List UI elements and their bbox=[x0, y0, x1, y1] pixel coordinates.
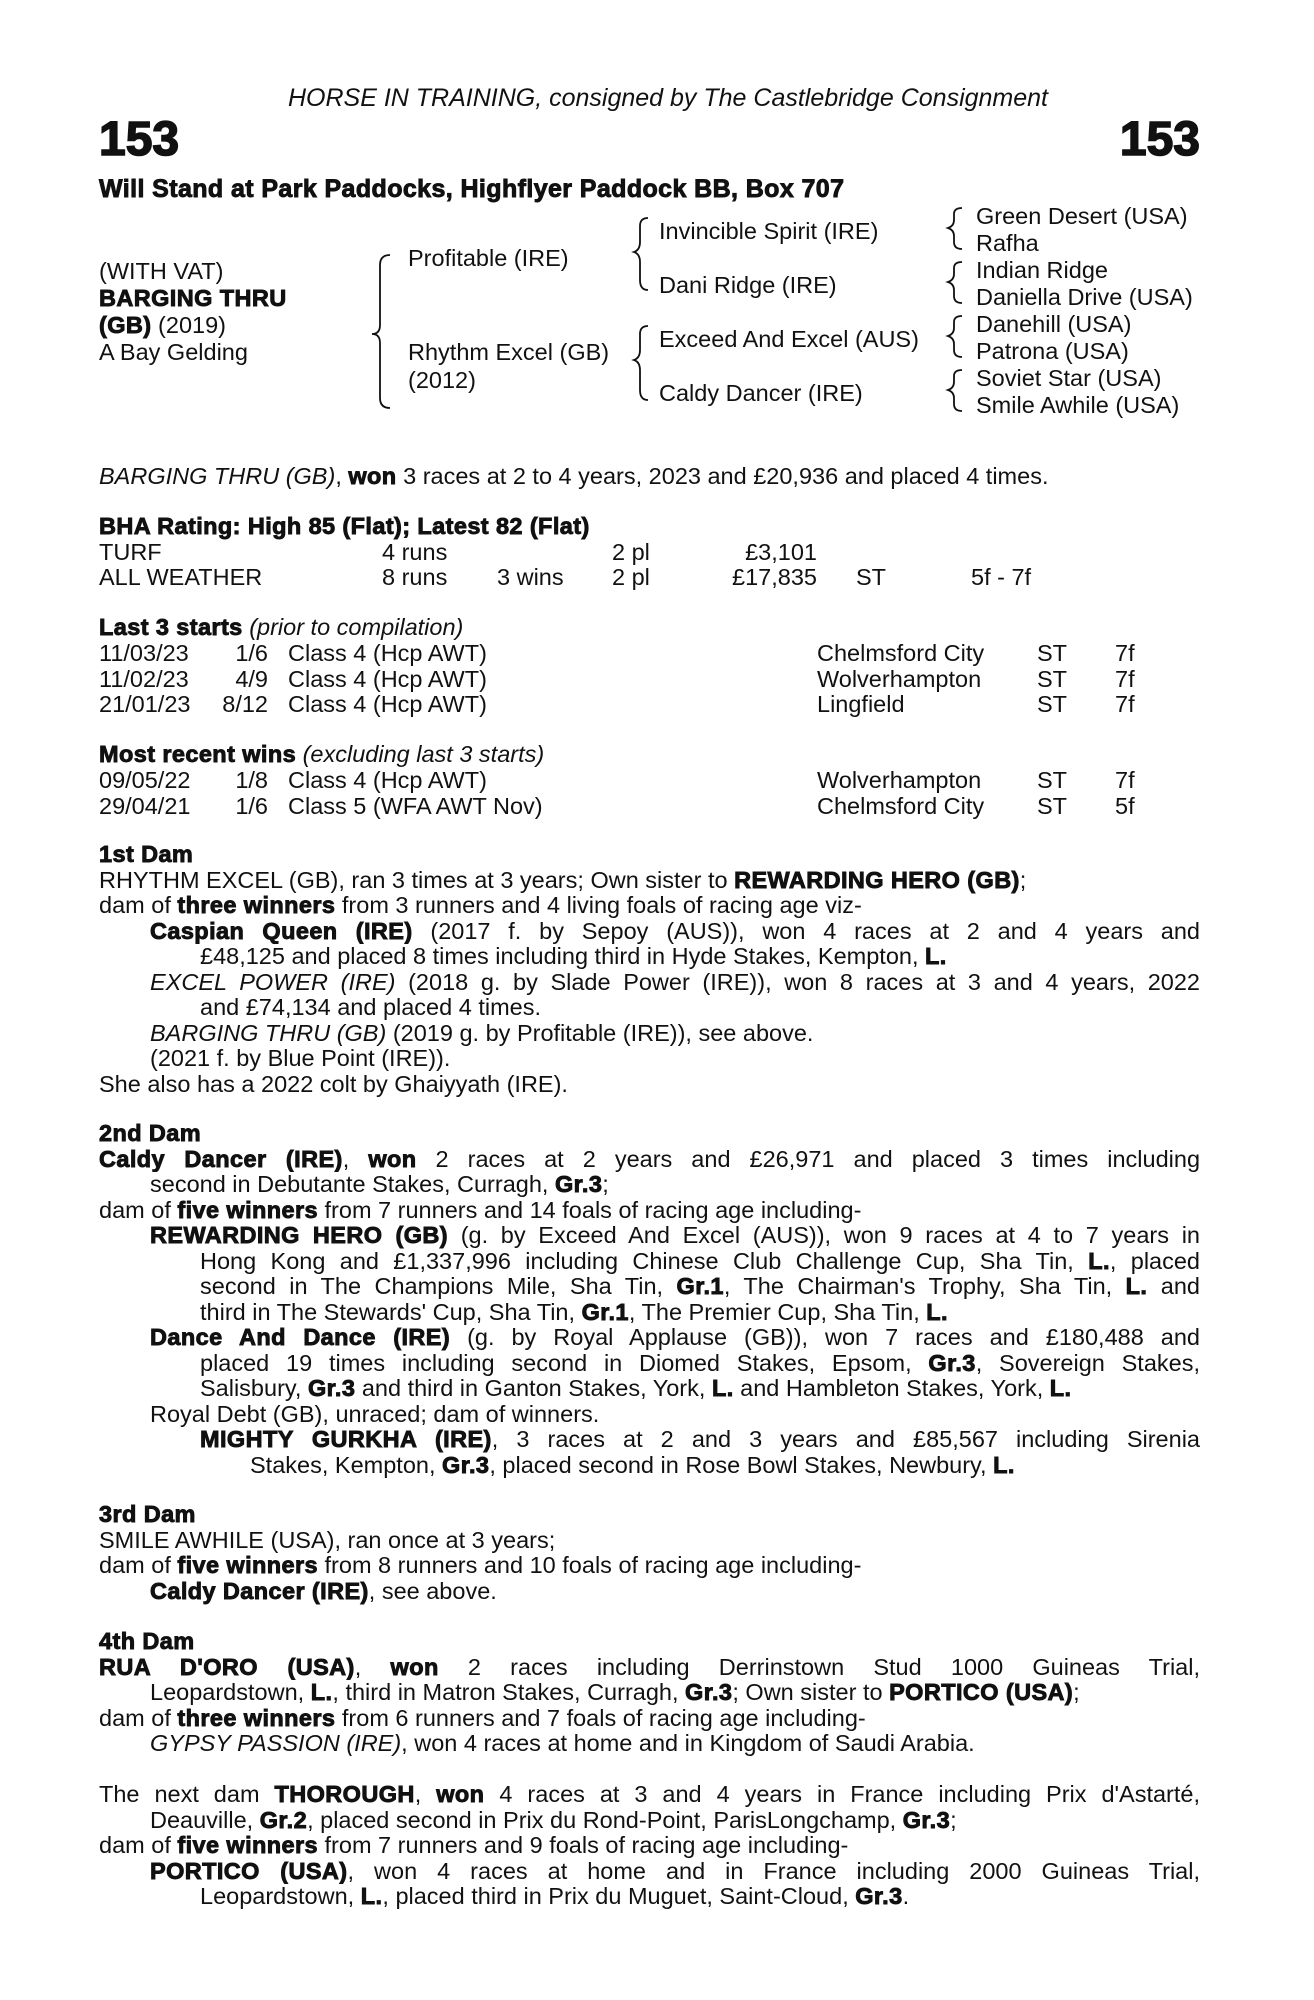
text: and third in Ganton Stakes, York, bbox=[355, 1375, 712, 1401]
recent-wins-title: Most recent wins bbox=[99, 741, 297, 767]
win-row bbox=[99, 793, 1200, 819]
pedigree-dam-sire: Exceed And Excel (AUS) bbox=[659, 326, 919, 352]
pedigree-dam-dam: Caldy Dancer (IRE) bbox=[659, 380, 863, 406]
text: . bbox=[902, 1883, 910, 1909]
text: dam of bbox=[99, 892, 178, 918]
win-course: Wolverhampton bbox=[817, 767, 982, 793]
text: Leopardstown, bbox=[200, 1883, 361, 1909]
start-distance: 7f bbox=[1115, 640, 1135, 666]
group-grade: Gr.3 bbox=[928, 1350, 976, 1376]
text: , placed third in Prix du Muguet, Saint-Cloud, bbox=[382, 1883, 856, 1909]
text: , placed second in Rose Bowl Stakes, Newbury, bbox=[489, 1451, 994, 1478]
produce-line bbox=[99, 1453, 1200, 1479]
text: , 3 races at 2 and 3 years and £85,567 including Sirenia bbox=[491, 1427, 1200, 1452]
second-dam-section bbox=[99, 1121, 1200, 1478]
group-grade: Gr.3 bbox=[554, 1171, 603, 1197]
text: dam of bbox=[99, 1832, 178, 1858]
pedigree-gen4-6: Patrona (USA) bbox=[976, 338, 1129, 364]
start-date: 21/01/23 bbox=[99, 691, 191, 717]
lot-number-left: 153 bbox=[99, 113, 180, 166]
text: , bbox=[354, 1654, 391, 1680]
text: , bbox=[342, 1146, 369, 1172]
text: (g. by Exceed And Excel (AUS)), won 9 races at 4 to 7 years in bbox=[448, 1223, 1200, 1248]
text: from 3 runners and 4 living foals of racing age viz- bbox=[335, 892, 862, 918]
text: dam of bbox=[99, 1704, 178, 1731]
pedigree-gen4-8: Smile Awhile (USA) bbox=[976, 392, 1180, 418]
dam-line bbox=[99, 1808, 1200, 1834]
dam-line: She also has a 2022 colt by Ghaiyyath (IRE). bbox=[99, 1070, 568, 1097]
pedigree-dam-year: (2012) bbox=[408, 367, 476, 393]
produce-line bbox=[99, 1351, 1200, 1377]
pedigree-gen4-1: Green Desert (USA) bbox=[976, 203, 1188, 229]
group-grade: Gr.3 bbox=[442, 1451, 490, 1478]
dam-line bbox=[99, 1706, 1200, 1732]
text: ; bbox=[1073, 1679, 1080, 1705]
text: The next dam bbox=[99, 1782, 275, 1807]
win-date: 29/04/21 bbox=[99, 793, 191, 819]
first-dam-section bbox=[99, 842, 1200, 1097]
produce-line bbox=[99, 1731, 1200, 1757]
text: , see above. bbox=[368, 1577, 497, 1604]
record-prize: £17,835 bbox=[732, 564, 817, 590]
text: dam of bbox=[99, 1552, 178, 1578]
start-date: 11/03/23 bbox=[99, 640, 189, 666]
start-position: 1/6 bbox=[235, 640, 268, 666]
text: 2 races at 2 years and £26,971 and placed 3 times including bbox=[416, 1146, 1200, 1172]
listed-grade: L. bbox=[310, 1679, 333, 1705]
dam-line bbox=[99, 1782, 1200, 1808]
won-bold: won bbox=[390, 1654, 439, 1680]
horse-name-bold: PORTICO (USA) bbox=[150, 1858, 348, 1884]
text: , won 4 races at home and in France including 2000 Guineas Trial, bbox=[347, 1858, 1200, 1884]
horse-name-bold: REWARDING HERO (GB) bbox=[734, 866, 1020, 893]
produce-line bbox=[99, 1884, 1200, 1910]
text: (2017 f. by Sepoy (AUS)), won 4 races at 2 and 4 years and bbox=[412, 918, 1200, 944]
dam-line bbox=[99, 1553, 1200, 1579]
produce-line bbox=[99, 970, 1200, 996]
record-surface: ALL WEATHER bbox=[99, 564, 263, 590]
record-prize: £3,101 bbox=[745, 539, 817, 565]
vat-status: (WITH VAT) bbox=[99, 258, 224, 284]
listed-grade: L. bbox=[1125, 1274, 1148, 1299]
win-going: ST bbox=[1037, 793, 1068, 819]
start-race: Class 4 (Hcp AWT) bbox=[288, 691, 487, 717]
winners-count: five winners bbox=[177, 1196, 318, 1223]
horse-name-bold: THOROUGH bbox=[274, 1782, 415, 1807]
win-position: 1/6 bbox=[235, 793, 268, 819]
dam-line bbox=[99, 1833, 1200, 1859]
text: , The Chairman's Trophy, Sha Tin, bbox=[723, 1274, 1126, 1299]
text: and bbox=[1147, 1274, 1200, 1299]
horse-year: (2019) bbox=[158, 312, 226, 338]
start-going: ST bbox=[1037, 691, 1068, 717]
produce-line bbox=[99, 1249, 1200, 1275]
start-distance: 7f bbox=[1115, 666, 1135, 692]
text: RHYTHM EXCEL (GB), ran 3 times at 3 years; Own sister to bbox=[99, 866, 735, 893]
listed-grade: L. bbox=[360, 1883, 383, 1909]
bha-rating: BHA Rating: High 85 (Flat); Latest 82 (Flat) bbox=[99, 513, 590, 539]
record-runs: 4 runs bbox=[382, 539, 448, 565]
text: 4 races at 3 and 4 years in France including Prix d'Astarté, bbox=[484, 1782, 1200, 1807]
start-date: 11/02/23 bbox=[99, 666, 189, 692]
produce-line bbox=[99, 1579, 1200, 1605]
produce-line bbox=[99, 944, 1200, 970]
win-course: Chelmsford City bbox=[817, 793, 985, 819]
record-placed: 2 pl bbox=[612, 564, 650, 590]
text: ; bbox=[1019, 866, 1027, 893]
horse-name-bold: RUA D'ORO (USA) bbox=[99, 1654, 355, 1680]
dam-line bbox=[99, 1680, 1200, 1706]
dam-line bbox=[99, 868, 1200, 894]
start-course: Wolverhampton bbox=[817, 666, 982, 692]
text: (2018 g. by Slade Power (IRE)), won 8 races at 3 and 4 years, 2022 bbox=[395, 969, 1200, 995]
listed-grade: L. bbox=[993, 1451, 1015, 1478]
text: , placed bbox=[1109, 1248, 1200, 1274]
dam-line bbox=[99, 1147, 1200, 1173]
text: Stakes, Kempton, bbox=[250, 1451, 443, 1478]
text: Deauville, bbox=[150, 1806, 260, 1833]
text: , placed second in Prix du Rond-Point, ParisLongchamp, bbox=[307, 1806, 903, 1833]
listed-grade: L. bbox=[1049, 1375, 1072, 1401]
recent-wins-heading bbox=[99, 741, 544, 768]
brace-gen3-1 bbox=[948, 208, 962, 249]
listed-grade: L. bbox=[925, 943, 947, 969]
brace-gen3-2 bbox=[948, 262, 962, 303]
text: Leopardstown, bbox=[150, 1679, 311, 1705]
text: , won 4 races at home and in Kingdom of Saudi Arabia. bbox=[401, 1730, 975, 1756]
start-race: Class 4 (Hcp AWT) bbox=[288, 640, 487, 666]
start-going: ST bbox=[1037, 666, 1068, 692]
text: third in The Stewards' Cup, Sha Tin, bbox=[200, 1298, 582, 1325]
text: , Sovereign Stakes, bbox=[975, 1350, 1200, 1376]
won-bold: won bbox=[436, 1782, 485, 1807]
winners-count: five winners bbox=[177, 1832, 318, 1858]
horse-name: BARGING THRU bbox=[99, 285, 287, 311]
text: , third in Matron Stakes, Curragh, bbox=[332, 1679, 686, 1705]
start-row bbox=[99, 691, 1200, 717]
listed-grade: L. bbox=[711, 1375, 734, 1401]
text: from 6 runners and 7 foals of racing age including- bbox=[335, 1704, 866, 1731]
produce-line bbox=[99, 1223, 1200, 1249]
stand-location: Will Stand at Park Paddocks, Highflyer Paddock BB, Box 707 bbox=[99, 175, 845, 203]
summary-won: won bbox=[348, 463, 397, 489]
horse-name-bold: MIGHTY GURKHA (IRE) bbox=[200, 1427, 492, 1452]
dam-line bbox=[99, 1198, 1200, 1224]
horse-name-italic: GYPSY PASSION (IRE) bbox=[150, 1730, 402, 1756]
text: placed 19 times including second in Diomed Stakes, Epsom, bbox=[200, 1350, 929, 1376]
dam-line bbox=[99, 1172, 1200, 1198]
pedigree-sire-dam: Dani Ridge (IRE) bbox=[659, 272, 837, 298]
horse-name-bold: Caldy Dancer (IRE) bbox=[99, 1146, 343, 1172]
win-going: ST bbox=[1037, 767, 1068, 793]
record-wins: 3 wins bbox=[497, 564, 564, 590]
text: second in The Champions Mile, Sha Tin, bbox=[200, 1274, 677, 1299]
text: , The Premier Cup, Sha Tin, bbox=[628, 1298, 927, 1325]
win-race: Class 5 (WFA AWT Nov) bbox=[288, 793, 543, 819]
third-dam-section bbox=[99, 1502, 1200, 1604]
start-position: 4/9 bbox=[235, 666, 268, 692]
win-race: Class 4 (Hcp AWT) bbox=[288, 767, 487, 793]
text: second in Debutante Stakes, Curragh, bbox=[150, 1171, 555, 1197]
brace-gen1 bbox=[372, 255, 390, 408]
text: from 7 runners and 9 foals of racing age including- bbox=[318, 1832, 849, 1858]
text: , bbox=[414, 1782, 437, 1807]
horse-name-bold: PORTICO (USA) bbox=[889, 1679, 1074, 1705]
start-course: Lingfield bbox=[817, 691, 905, 717]
group-grade: Gr.3 bbox=[685, 1679, 733, 1705]
produce-line: (2021 f. by Blue Point (IRE)). bbox=[150, 1045, 451, 1071]
horse-description: A Bay Gelding bbox=[99, 339, 248, 365]
text: from 8 runners and 10 foals of racing age including- bbox=[318, 1552, 862, 1578]
dam-line bbox=[99, 1655, 1200, 1681]
group-grade: Gr.3 bbox=[855, 1883, 903, 1909]
group-grade: Gr.2 bbox=[259, 1806, 308, 1833]
group-grade: Gr.1 bbox=[676, 1274, 724, 1299]
start-row bbox=[99, 666, 1200, 692]
record-surface: TURF bbox=[99, 539, 162, 565]
produce-line bbox=[99, 1300, 1200, 1326]
brace-sire bbox=[634, 218, 648, 290]
summary-horse-name: BARGING THRU (GB) bbox=[99, 463, 336, 489]
record-row-all-weather bbox=[99, 564, 1200, 590]
last-starts-note: (prior to compilation) bbox=[249, 614, 464, 640]
group-grade: Gr.3 bbox=[307, 1375, 356, 1401]
produce-line bbox=[99, 1859, 1200, 1885]
winners-count: three winners bbox=[177, 892, 336, 918]
produce-line: Royal Debt (GB), unraced; dam of winners. bbox=[150, 1400, 600, 1427]
start-going: ST bbox=[1037, 640, 1068, 666]
pedigree-gen4-5: Danehill (USA) bbox=[976, 311, 1132, 337]
text: 2 races including Derrinstown Stud 1000 Guineas Trial, bbox=[438, 1654, 1200, 1680]
text: Salisbury, bbox=[200, 1375, 308, 1401]
text: from 7 runners and 14 foals of racing age including- bbox=[318, 1196, 862, 1223]
start-distance: 7f bbox=[1115, 691, 1135, 717]
win-distance: 7f bbox=[1115, 767, 1135, 793]
horse-country: (GB) bbox=[99, 312, 152, 338]
horse-name-bold: Caspian Queen (IRE) bbox=[150, 918, 413, 944]
summary-text: 3 races at 2 to 4 years, 2023 and £20,936 and placed 4 times. bbox=[396, 463, 1049, 489]
record-row-turf bbox=[99, 539, 1200, 565]
start-row bbox=[99, 640, 1200, 666]
winners-count: five winners bbox=[177, 1552, 318, 1578]
produce-line bbox=[99, 1274, 1200, 1300]
pedigree-dam: Rhythm Excel (GB) bbox=[408, 339, 610, 365]
next-dam-section bbox=[99, 1782, 1200, 1910]
section-title: 3rd Dam bbox=[99, 1501, 196, 1527]
horse-name-bold: REWARDING HERO (GB) bbox=[150, 1223, 448, 1248]
dam-line: SMILE AWHILE (USA), ran once at 3 years; bbox=[99, 1526, 556, 1553]
horse-name-italic: EXCEL POWER (IRE) bbox=[150, 969, 396, 995]
group-grade: Gr.3 bbox=[902, 1806, 951, 1833]
listed-grade: L. bbox=[1088, 1248, 1110, 1274]
last-starts-heading bbox=[99, 614, 463, 641]
pedigree-sire-sire: Invincible Spirit (IRE) bbox=[659, 218, 879, 244]
section-title: 2nd Dam bbox=[99, 1120, 202, 1146]
text: ; bbox=[950, 1806, 957, 1833]
section-title: 1st Dam bbox=[99, 841, 194, 867]
start-position: 8/12 bbox=[222, 691, 268, 717]
recent-wins-note: (excluding last 3 starts) bbox=[302, 741, 545, 767]
group-grade: Gr.1 bbox=[581, 1298, 629, 1325]
produce-line: and £74,134 and placed 4 times. bbox=[200, 994, 542, 1020]
record-distance: 5f - 7f bbox=[971, 564, 1032, 590]
win-distance: 5f bbox=[1115, 793, 1135, 819]
text: and Hambleton Stakes, York, bbox=[733, 1375, 1050, 1401]
win-row bbox=[99, 767, 1200, 793]
produce-line bbox=[99, 1376, 1200, 1402]
section-title: 4th Dam bbox=[99, 1628, 195, 1654]
pedigree-sire: Profitable (IRE) bbox=[408, 245, 569, 271]
start-race: Class 4 (Hcp AWT) bbox=[288, 666, 487, 692]
listed-grade: L. bbox=[926, 1298, 948, 1325]
win-position: 1/8 bbox=[235, 767, 268, 793]
text: Hong Kong and £1,337,996 including Chinese Club Challenge Cup, Sha Tin, bbox=[200, 1248, 1089, 1274]
brace-gen3-3 bbox=[948, 316, 962, 357]
text: (2019 g. by Profitable (IRE)), see above. bbox=[386, 1019, 814, 1046]
record-going: ST bbox=[856, 564, 887, 590]
produce-line bbox=[99, 1427, 1200, 1453]
horse-name-bold: Dance And Dance (IRE) bbox=[150, 1325, 451, 1350]
fourth-dam-section bbox=[99, 1629, 1200, 1757]
won-bold: won bbox=[368, 1146, 417, 1172]
last-starts-title: Last 3 starts bbox=[99, 614, 243, 640]
pedigree-gen4-3: Indian Ridge bbox=[976, 257, 1108, 283]
dam-line bbox=[99, 893, 1200, 919]
win-date: 09/05/22 bbox=[99, 767, 191, 793]
horse-name-bold: Caldy Dancer (IRE) bbox=[150, 1577, 369, 1604]
text: ; bbox=[602, 1171, 609, 1197]
horse-name-italic: BARGING THRU (GB) bbox=[150, 1019, 387, 1046]
text: £48,125 and placed 8 times including third in Hyde Stakes, Kempton, bbox=[200, 943, 926, 969]
text: dam of bbox=[99, 1196, 178, 1223]
record-placed: 2 pl bbox=[612, 539, 650, 565]
text: (g. by Royal Applause (GB)), won 7 races and £180,488 and bbox=[450, 1325, 1200, 1350]
brace-dam bbox=[634, 326, 648, 400]
produce-line bbox=[99, 1325, 1200, 1351]
pedigree-gen4-7: Soviet Star (USA) bbox=[976, 365, 1162, 391]
record-runs: 8 runs bbox=[382, 564, 448, 590]
produce-line bbox=[99, 1021, 1200, 1047]
produce-line bbox=[99, 919, 1200, 945]
pedigree-gen4-4: Daniella Drive (USA) bbox=[976, 284, 1193, 310]
start-course: Chelmsford City bbox=[817, 640, 985, 666]
text: ; Own sister to bbox=[732, 1679, 890, 1705]
race-summary: BARGING THRU (GB), won 3 races at 2 to 4 years, 2023 and £20,936 and placed 4 times. bbox=[99, 463, 1049, 489]
pedigree-gen4-2: Rafha bbox=[976, 230, 1039, 256]
brace-gen3-4 bbox=[948, 370, 962, 411]
lot-number-right: 153 bbox=[1119, 113, 1200, 166]
winners-count: three winners bbox=[177, 1704, 336, 1731]
catalogue-subtitle: HORSE IN TRAINING, consigned by The Castlebridge Consignment bbox=[287, 84, 1049, 112]
